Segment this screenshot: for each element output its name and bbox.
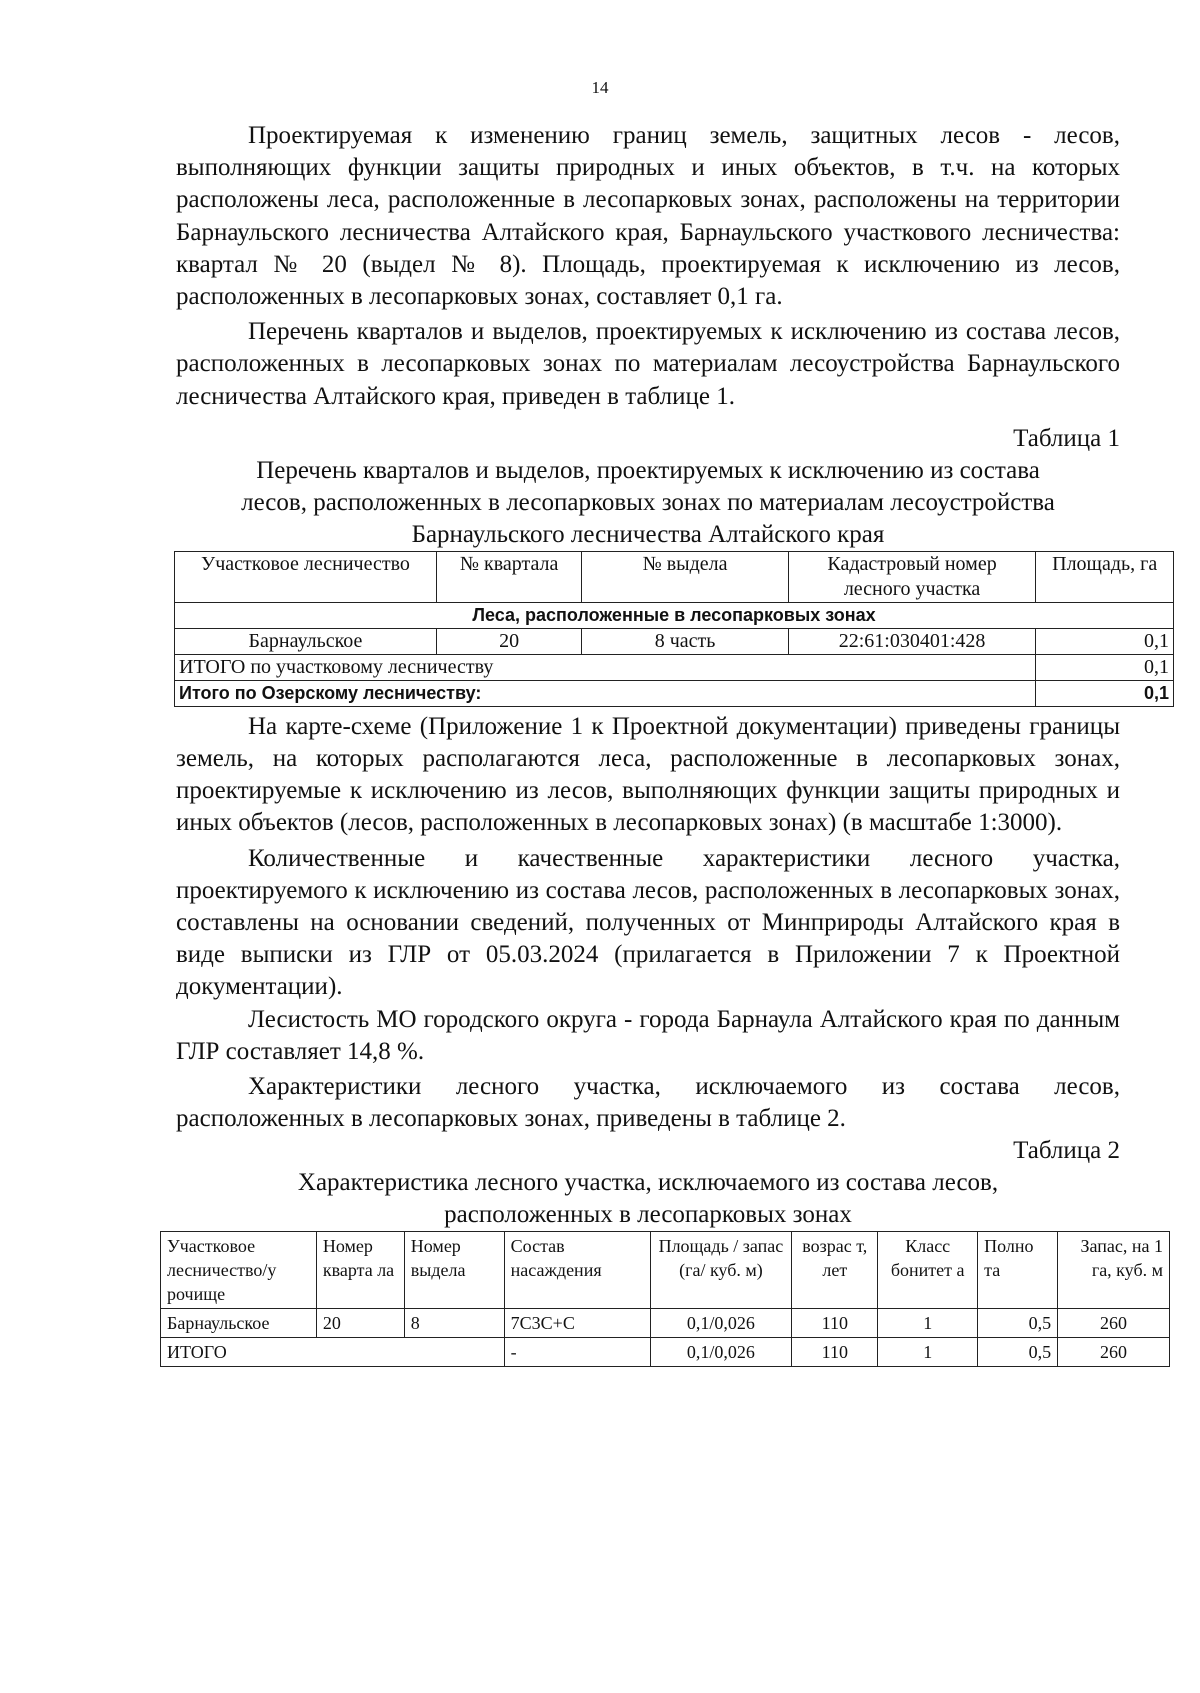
table1-cell: 22:61:030401:428 <box>788 628 1036 654</box>
table1-subtotal-label: ИТОГО по участковому лесничеству <box>175 654 1036 680</box>
table2-header-cell: Номер выдела <box>404 1232 504 1309</box>
table2-cell: 0,1/0,026 <box>650 1309 792 1338</box>
paragraph-forest-cover: Лесистость МО городского округа - города Барнаула Алтайского края по данным ГЛР составляет 14,8 %. <box>176 1005 1120 1065</box>
table2-cell: 260 <box>1058 1309 1170 1338</box>
table1-cell: Барнаульское <box>175 628 437 654</box>
paragraph-characteristics: Количественные и качественные характеристики лесного участка, проектируемого к исключению из состава лесов, расположенных в лесопарковых зонах, составлены на основании сведений, полученных от Минприроды Алтайского края в виде выписки из ГЛР от 05.03.2024 (прилагается в Приложении 7 к Проектной документации). <box>176 844 1120 1001</box>
table2-total-row <box>161 1338 1170 1367</box>
table1-subtotal-value: 0,1 <box>1036 654 1174 680</box>
table1-header-row <box>175 551 1174 602</box>
table-row <box>175 628 1174 654</box>
table1-subtotal-row <box>175 654 1174 680</box>
table1-header-cell: Площадь, га <box>1036 551 1174 602</box>
table2-header-cell: возрас т, лет <box>792 1232 878 1309</box>
table2-title: Характеристика лесного участка, исключаемого из состава лесов, расположенных в лесопарковых зонах <box>297 1169 999 1229</box>
paragraph-table1-intro: Перечень кварталов и выделов, проектируемых к исключению из состава лесов, расположенных в лесопарковых зонах по материалам лесоустройства Барнаульского лесничества Алтайского края, приведен в таблице 1. <box>176 318 1120 410</box>
table2-cell: 0,1/0,026 <box>650 1338 792 1367</box>
table2-cell: 7С3С+С <box>504 1309 650 1338</box>
table2-cell: 20 <box>316 1309 404 1338</box>
page-number: 14 <box>591 78 609 97</box>
table2 <box>160 1231 1170 1367</box>
table1-header-cell: Кадастровый номер лесного участка <box>788 551 1036 602</box>
table2-cell: 1 <box>878 1309 978 1338</box>
table1-cell: 0,1 <box>1036 628 1174 654</box>
table2-cell: 260 <box>1058 1338 1170 1367</box>
table1-header-cell: Участковое лесничество <box>175 551 437 602</box>
table2-cell: 8 <box>404 1309 504 1338</box>
table2-header-cell: Участковое лесничество/у рочище <box>161 1232 317 1309</box>
table2-header-cell: Запас, на 1 га, куб. м <box>1058 1232 1170 1309</box>
table2-cell: 0,5 <box>978 1309 1058 1338</box>
table1-label: Таблица 1 <box>1013 424 1120 452</box>
table1-header-cell: № квартала <box>436 551 581 602</box>
table2-header-cell: Номер кварта ла <box>316 1232 404 1309</box>
document-body <box>167 120 1169 1367</box>
table2-cell: 110 <box>792 1338 878 1367</box>
table1-header-cell: № выдела <box>582 551 788 602</box>
table1-section-title: Леса, расположенные в лесопарковых зонах <box>175 602 1174 628</box>
table2-total-label: ИТОГО <box>161 1338 505 1367</box>
table2-header-cell: Полно та <box>978 1232 1058 1309</box>
table2-cell: 110 <box>792 1309 878 1338</box>
table1-cell: 20 <box>436 628 581 654</box>
table1-cell: 8 часть <box>582 628 788 654</box>
table2-header-row <box>161 1232 1170 1309</box>
paragraph-boundaries: Проектируемая к изменению границ земель, защитных лесов - лесов, выполняющих функции защиты природных и иных объектов, в т.ч. на которых расположены леса, расположенные в лесопарковых зонах, расположены на территории Барнаульского лесничества Алтайского края, Барнаульского участкового лесничества: квартал № 20 (выдел № 8). Площадь, проектируемая к исключению из лесов, расположенных в лесопарковых зонах, составляет 0,1 га. <box>176 122 1120 311</box>
table1-total-value: 0,1 <box>1036 680 1174 706</box>
table2-cell: 0,5 <box>978 1338 1058 1367</box>
table2-cell: 1 <box>878 1338 978 1367</box>
table2-header-cell: Класс бонитет а <box>878 1232 978 1309</box>
table1-title: Перечень кварталов и выделов, проектируемых к исключению из состава лесов, расположенных в лесопарковых зонах по материалам лесоустройства Барнаульского лесничества Алтайского края <box>241 456 1055 548</box>
table-row <box>161 1309 1170 1338</box>
table1-total-row <box>175 680 1174 706</box>
table2-header-cell: Состав насаждения <box>504 1232 650 1309</box>
table1-section-row <box>175 602 1174 628</box>
table2-header-cell: Площадь / запас (га/ куб. м) <box>650 1232 792 1309</box>
paragraph-map: На карте-схеме (Приложение 1 к Проектной документации) приведены границы земель, на которых располагаются леса, расположенные в лесопарковых зонах, проектируемые к исключению из лесов, выполняющих функции защиты природных и иных объектов (лесов, расположенных в лесопарковых зонах) (в масштабе 1:3000). <box>176 712 1120 837</box>
table2-cell: - <box>504 1338 650 1367</box>
table2-cell: Барнаульское <box>161 1309 317 1338</box>
table1 <box>174 551 1174 707</box>
table2-label: Таблица 2 <box>1013 1137 1120 1165</box>
paragraph-table2-intro: Характеристики лесного участка, исключаемого из состава лесов, расположенных в лесопарковых зонах, приведены в таблице 2. <box>176 1073 1120 1133</box>
table1-total-label: Итого по Озерскому лесничеству: <box>175 680 1036 706</box>
